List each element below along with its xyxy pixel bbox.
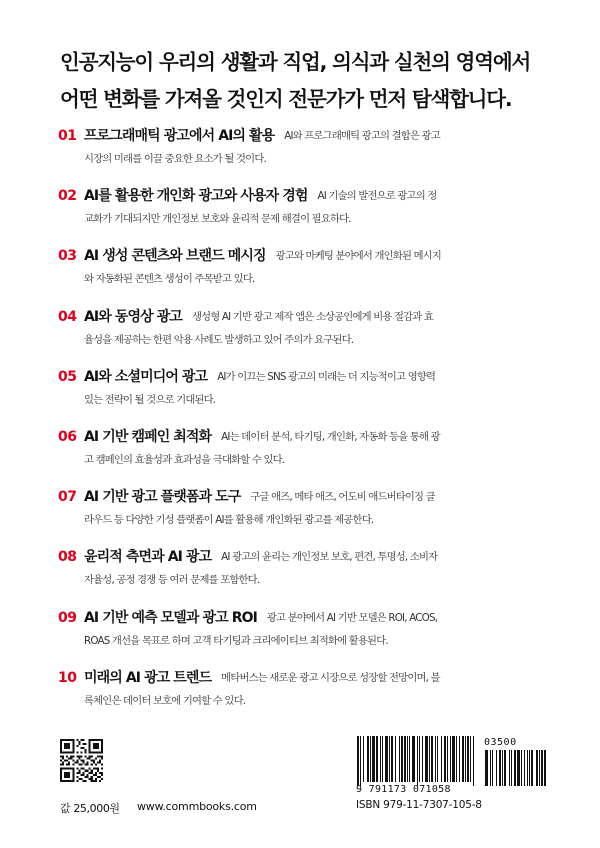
topic-description-line-2: 있는 전략이 될 것으로 기대된다. xyxy=(84,393,216,406)
barcode-bar xyxy=(401,736,403,782)
addon-barcode-bar xyxy=(536,750,538,786)
topic-description-line-1: AI 기술의 발전으로 광고의 정 xyxy=(317,190,437,203)
barcode-bar xyxy=(450,736,451,782)
barcode-bar xyxy=(372,736,375,782)
topic-description-line-1: 광고 분야에서 AI 기반 모델은 ROI, ACOS, xyxy=(266,611,438,624)
topic-item xyxy=(58,244,546,304)
barcode-bar xyxy=(367,736,369,782)
barcode-bar xyxy=(419,736,420,782)
addon-barcode-bar xyxy=(517,750,520,786)
topic-title: 미래의 AI 광고 트렌드 xyxy=(84,669,212,686)
topic-description-line-2: 자율성, 공정 경쟁 등 여러 문제를 포함한다. xyxy=(84,574,260,587)
topic-description-line-1: 생성형 AI 기반 광고 제작 앱은 소상공인에게 비용 절감과 효 xyxy=(191,310,434,323)
topic-item xyxy=(58,124,546,184)
topic-description-line-2: 시장의 미래를 이끌 중요한 요소가 될 것이다. xyxy=(84,153,266,165)
topic-title: AI와 동영상 광고 xyxy=(84,308,182,325)
addon-barcode-bar xyxy=(527,750,528,786)
barcode-bar xyxy=(399,736,400,782)
barcode-bar xyxy=(385,736,388,782)
topic-description-line-2: 율성을 제공하는 한편 악용 사례도 발생하고 있어 주의가 요구된다. xyxy=(84,333,354,346)
addon-barcode-bar xyxy=(502,750,503,786)
addon-barcode-bar xyxy=(514,750,516,786)
qr-code-icon[interactable] xyxy=(60,739,103,782)
topic-title: AI 기반 광고 플랫폼과 도구 xyxy=(84,489,241,506)
addon-code: 03500 xyxy=(484,737,517,748)
barcode-bar xyxy=(380,736,381,782)
topic-number: 08 xyxy=(58,549,77,566)
headline-line-1: 인공지능이 우리의 생활과 직업, 의식과 실천의 영역에서 xyxy=(60,50,531,74)
topic-item xyxy=(58,305,546,365)
topic-description-line-1: AI가 이끄는 SNS 광고의 미래는 더 지능적이고 영향력 xyxy=(217,370,436,383)
barcode-bar xyxy=(404,736,406,782)
topic-number: 02 xyxy=(58,188,77,205)
barcode-bar xyxy=(382,736,383,782)
barcode-bar xyxy=(429,736,430,782)
topic-item xyxy=(58,606,546,666)
topic-description-line-1: 구글 애즈, 메타 애즈, 어도비 애드버타이징 클 xyxy=(250,491,435,504)
topic-description-line-2: 고 캠페인의 효율성과 효과성을 극대화할 수 있다. xyxy=(84,453,285,466)
topic-description-line-2: ROAS 개선을 목표로 하며 고객 타기팅과 크리에이티브 최적화에 활용된다. xyxy=(84,634,388,647)
barcode-bar xyxy=(452,736,455,782)
headline xyxy=(60,44,560,118)
headline-line-2: 어떤 변화를 가져올 것인지 전문가가 먼저 탐색합니다. xyxy=(60,87,512,111)
topic-title: 프로그래매틱 광고에서 AI의 활용 xyxy=(84,128,275,144)
barcode-bar xyxy=(431,736,433,782)
barcode-bar xyxy=(376,736,378,782)
topic-item xyxy=(58,184,546,244)
topic-description-line-2: 교화가 기대되지만 개인정보 보호와 윤리적 문제 해결이 필요하다. xyxy=(84,213,351,226)
topic-item xyxy=(58,666,546,726)
barcode-bar xyxy=(417,736,418,786)
topic-description-line-1: AI와 프로그래매틱 광고의 결합은 광고 xyxy=(284,130,440,142)
topic-description-line-1: 메타버스는 새로운 광고 시장으로 성장할 전망이며, 블 xyxy=(221,671,440,684)
barcode-bar xyxy=(391,736,393,782)
topic-number: 07 xyxy=(58,489,77,506)
addon-barcode-bar xyxy=(511,750,512,786)
barcode-bar xyxy=(437,736,438,782)
topic-number: 09 xyxy=(58,609,77,626)
barcode-bar xyxy=(370,736,371,782)
topic-item xyxy=(58,425,546,485)
barcode-bar xyxy=(363,736,364,782)
addon-barcode-bar xyxy=(539,750,540,786)
isbn-digits: 9 791173 071058 xyxy=(356,784,451,795)
barcode-bar xyxy=(473,736,474,786)
addon-barcode-bar xyxy=(524,750,525,786)
topic-list xyxy=(58,124,546,726)
barcode-bar xyxy=(360,736,361,786)
barcode-bar xyxy=(465,736,466,782)
addon-barcode-bar xyxy=(509,750,510,786)
addon-barcode-bar xyxy=(485,750,488,786)
barcode-bar xyxy=(422,736,423,782)
barcode-bar xyxy=(409,736,410,782)
topic-description-line-2: 록체인은 데이터 보호에 기여할 수 있다. xyxy=(84,694,246,707)
addon-barcode-bar xyxy=(496,750,497,786)
barcode-bar xyxy=(441,736,442,782)
barcode-bar xyxy=(395,736,396,782)
barcode-bar xyxy=(444,736,446,782)
barcode-bar xyxy=(456,736,457,782)
topic-number: 03 xyxy=(58,248,77,265)
website-link[interactable]: www.commbooks.com xyxy=(137,800,257,813)
barcode-bar xyxy=(389,736,390,782)
topic-item xyxy=(58,485,546,545)
topic-description-line-1: AI는 데이터 분석, 타기팅, 개인화, 자동화 등을 통해 광 xyxy=(221,430,440,443)
addon-barcode-bar xyxy=(490,750,491,786)
addon-barcode-bar xyxy=(544,750,546,786)
topic-title: AI 기반 예측 모델과 광고 ROI xyxy=(84,609,257,626)
addon-barcode-bar xyxy=(531,750,533,786)
addon-barcode-bar xyxy=(492,750,493,786)
topic-item xyxy=(58,545,546,605)
topic-number: 05 xyxy=(58,368,77,385)
addon-barcode-bar xyxy=(521,750,522,786)
barcode-bar xyxy=(435,736,436,782)
topic-number: 04 xyxy=(58,308,77,325)
addon-barcode-bar xyxy=(541,750,543,786)
barcode-bar xyxy=(467,736,469,782)
topic-number: 06 xyxy=(58,428,77,445)
isbn-text: ISBN 979-11-7307-105-8 xyxy=(356,799,482,811)
topic-description-line-2: 와 자동화된 콘텐츠 생성이 주목받고 있다. xyxy=(84,273,255,286)
price-label: 값 25,000원 xyxy=(60,802,120,815)
topic-title: AI 기반 캠페인 최적화 xyxy=(84,428,212,445)
addon-barcode-bar xyxy=(529,750,530,786)
barcode-bar xyxy=(407,736,408,782)
topic-title: AI를 활용한 개인화 광고와 사용자 경험 xyxy=(84,188,308,205)
addon-barcode-bar xyxy=(499,750,501,786)
topic-description-line-2: 라우드 등 다양한 기성 플랫폼이 AI를 활용해 개인화된 광고를 제공한다. xyxy=(84,514,374,527)
topic-number: 10 xyxy=(58,669,77,686)
topic-title: 윤리적 측면과 AI 광고 xyxy=(84,549,212,566)
barcode-bar xyxy=(425,736,428,782)
barcode-bar xyxy=(462,736,464,782)
topic-item xyxy=(58,365,546,425)
topic-description-line-1: 광고와 마케팅 분야에서 개인화된 메시지 xyxy=(275,250,442,263)
barcode-bar xyxy=(459,736,460,782)
topic-title: AI 생성 콘텐츠와 브랜드 메시징 xyxy=(84,248,266,265)
topic-description-line-1: AI 광고의 윤리는 개인정보 보호, 편견, 투명성, 소비자 xyxy=(221,551,438,564)
topic-number: 01 xyxy=(58,128,77,144)
barcode-bar xyxy=(447,736,448,782)
barcode-bar xyxy=(470,736,471,782)
barcode-bar xyxy=(357,736,359,786)
topic-title: AI와 소셜미디어 광고 xyxy=(84,368,208,385)
addon-barcode-bar xyxy=(504,750,506,786)
barcode-bar xyxy=(412,736,415,782)
